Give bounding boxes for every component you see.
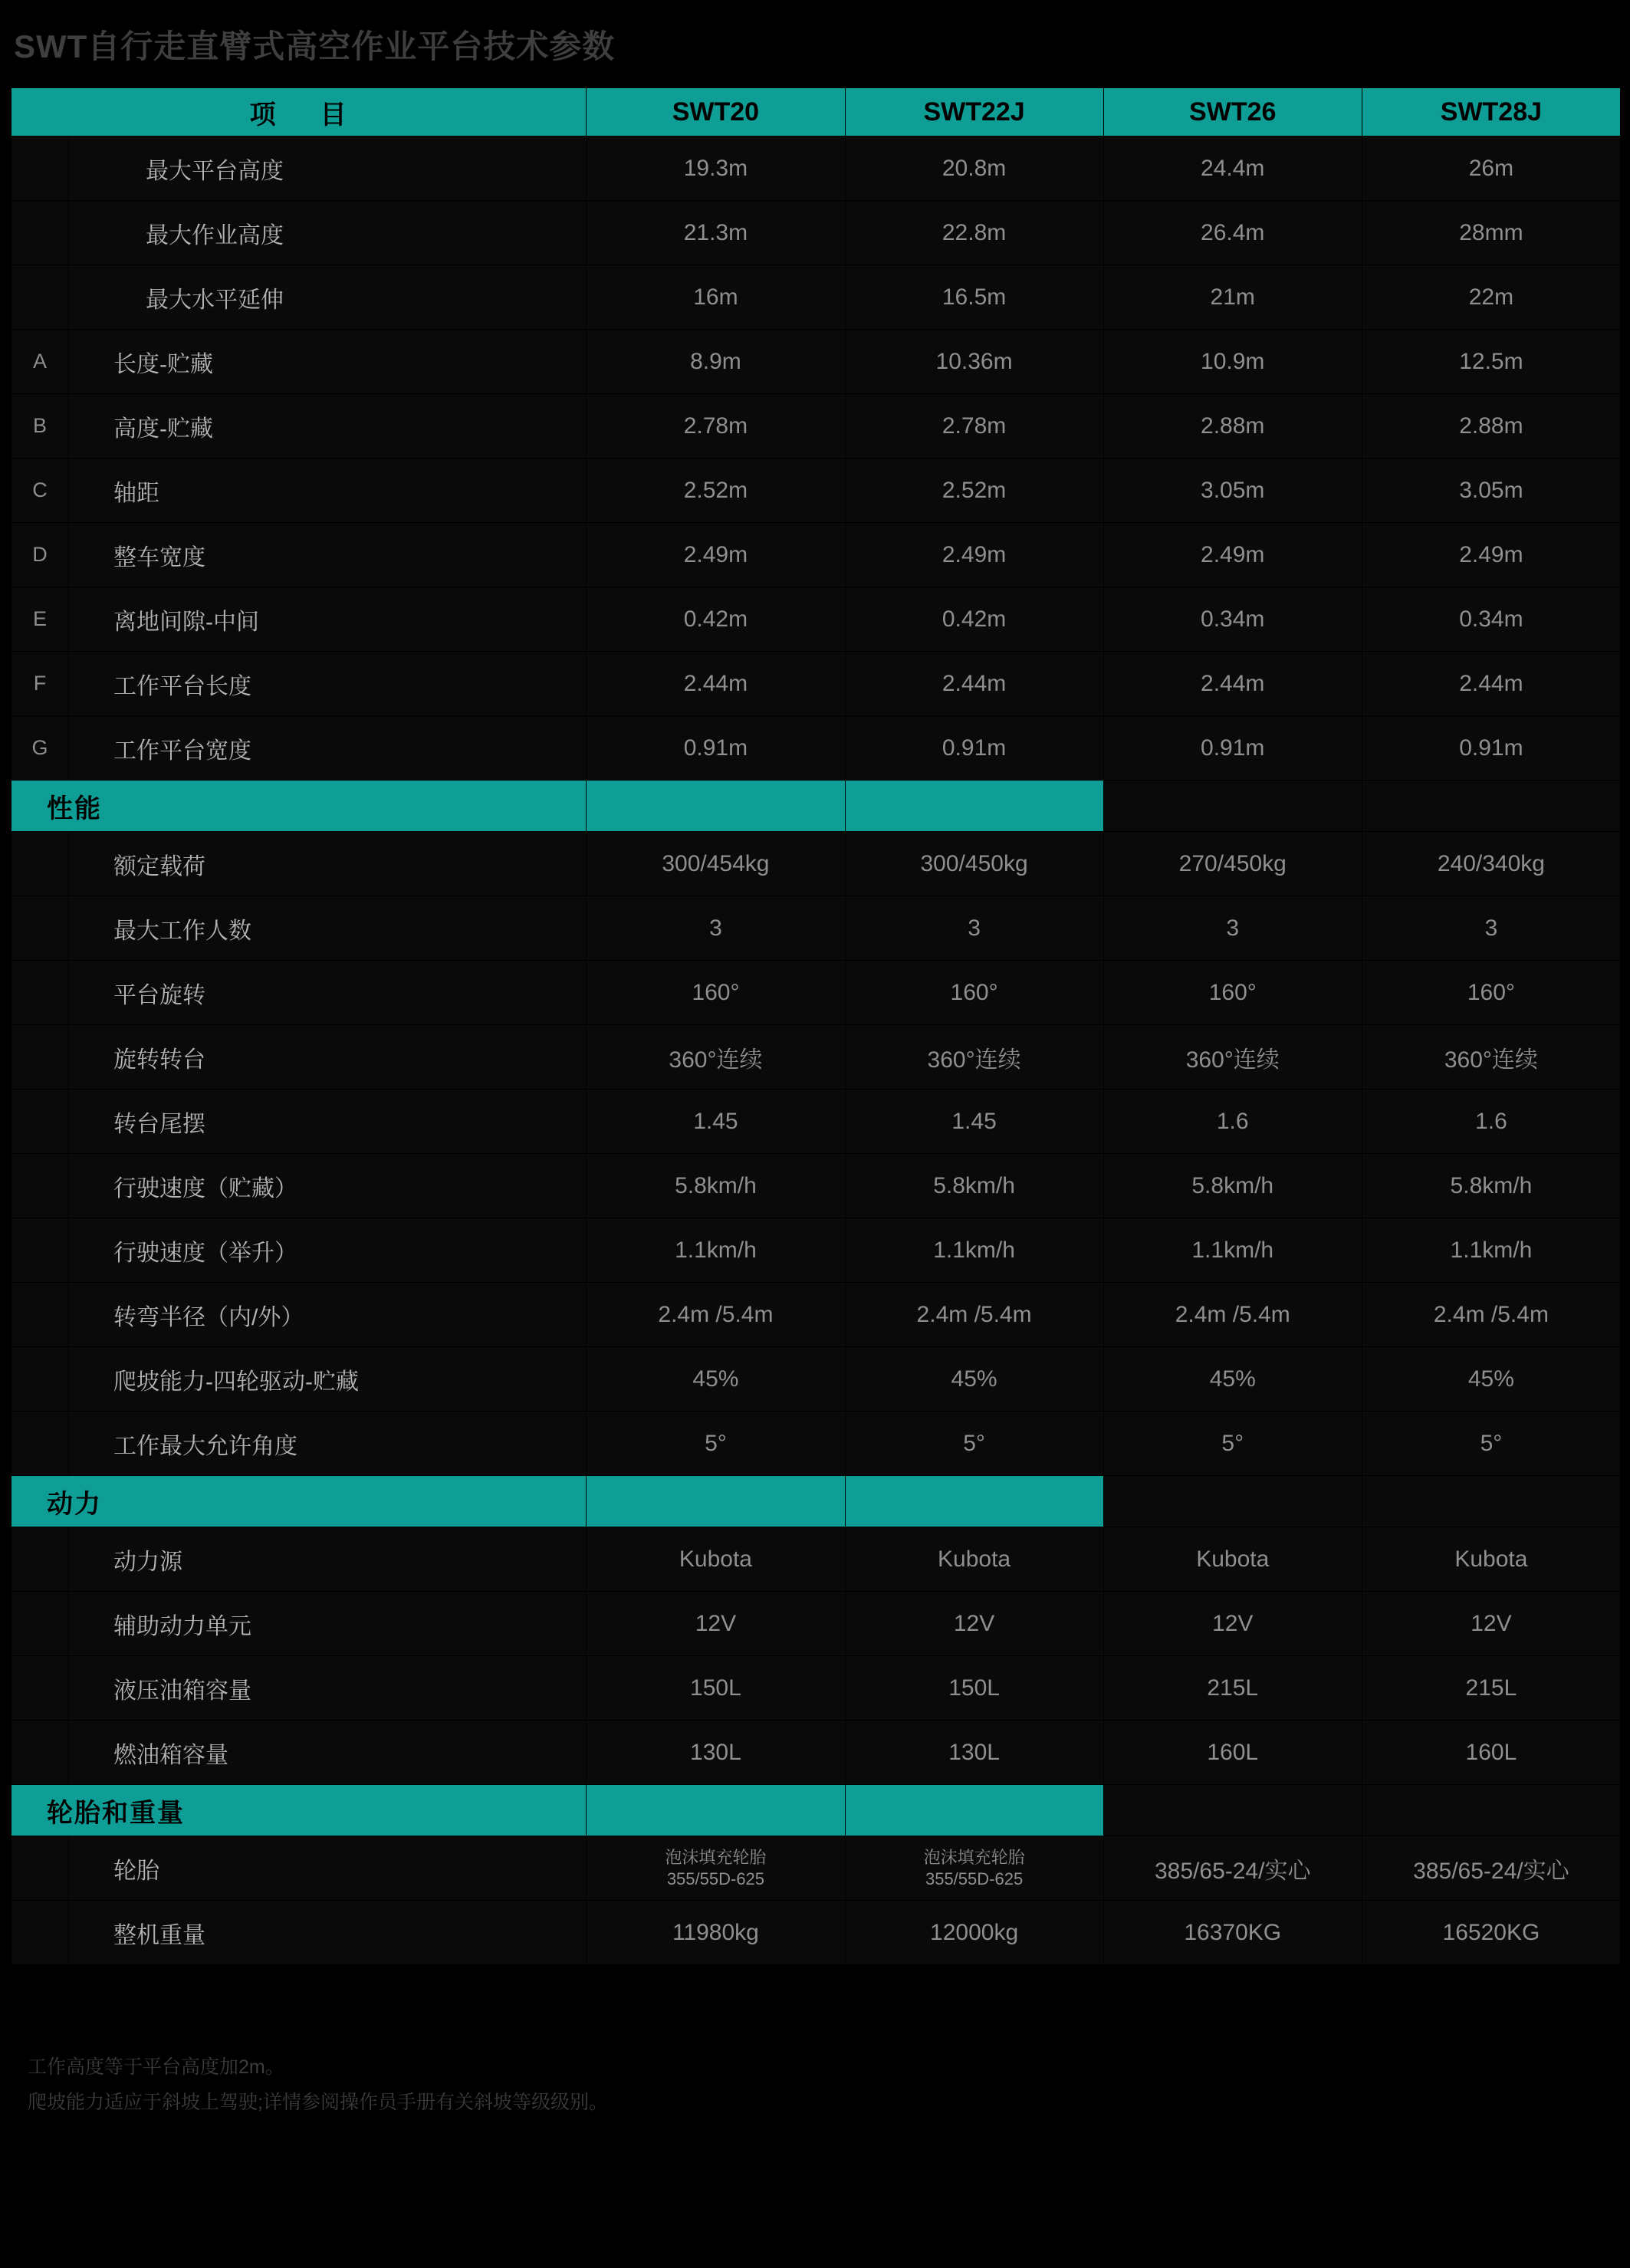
- section-title: 轮胎和重量: [12, 1785, 587, 1836]
- row-value-3: 0.34m: [1103, 587, 1362, 652]
- row-value-2: 0.91m: [845, 716, 1103, 781]
- row-letter: [12, 1901, 69, 1965]
- column-header-item: 项 目: [12, 88, 587, 136]
- section-fill-2: [845, 781, 1103, 832]
- row-value-3: 10.9m: [1103, 330, 1362, 394]
- row-value-3: 3: [1103, 896, 1362, 961]
- column-header-model-2: SWT22J: [845, 88, 1103, 136]
- row-value-3: 2.44m: [1103, 652, 1362, 716]
- row-letter: [12, 1218, 69, 1283]
- row-letter: C: [12, 459, 69, 523]
- table-row: [12, 330, 1621, 394]
- row-value-3: 360°连续: [1103, 1025, 1362, 1090]
- table-row: [12, 961, 1621, 1025]
- row-value-1: 0.91m: [587, 716, 845, 781]
- section-fill-3: [1103, 1785, 1362, 1836]
- footnotes: [28, 2049, 1630, 2151]
- row-value-4: 385/65-24/实心: [1362, 1836, 1620, 1901]
- row-value-2: 2.49m: [845, 523, 1103, 587]
- row-value-4: 215L: [1362, 1656, 1620, 1721]
- row-value-4: 240/340kg: [1362, 832, 1620, 896]
- table-row: [12, 394, 1621, 459]
- row-value-2: 1.1km/h: [845, 1218, 1103, 1283]
- table-row: [12, 1527, 1621, 1592]
- row-letter: F: [12, 652, 69, 716]
- row-value-4: 2.49m: [1362, 523, 1620, 587]
- section-fill-2: [845, 1785, 1103, 1836]
- row-value-3: 215L: [1103, 1656, 1362, 1721]
- row-value-4: 5.8km/h: [1362, 1154, 1620, 1218]
- row-value-3: 0.91m: [1103, 716, 1362, 781]
- row-item-label: 整机重量: [69, 1901, 587, 1965]
- row-item-label: 整车宽度: [69, 523, 587, 587]
- row-item-label: 辅助动力单元: [69, 1592, 587, 1656]
- table-row: [12, 136, 1621, 201]
- row-value-1: 160°: [587, 961, 845, 1025]
- row-item-label: 工作最大允许角度: [69, 1412, 587, 1476]
- section-fill-1: [587, 1785, 845, 1836]
- table-row: [12, 1025, 1621, 1090]
- row-value-4: 160°: [1362, 961, 1620, 1025]
- row-value-3: Kubota: [1103, 1527, 1362, 1592]
- row-item-label: 高度-贮藏: [69, 394, 587, 459]
- row-value-4: 360°连续: [1362, 1025, 1620, 1090]
- row-value-4: 45%: [1362, 1347, 1620, 1412]
- row-item-label: 额定载荷: [69, 832, 587, 896]
- section-fill-4: [1362, 1476, 1620, 1527]
- row-value-4: 26m: [1362, 136, 1620, 201]
- table-row: [12, 1836, 1621, 1901]
- section-fill-4: [1362, 1785, 1620, 1836]
- row-value-4: 5°: [1362, 1412, 1620, 1476]
- row-value-3: 160L: [1103, 1721, 1362, 1785]
- row-value-1: 2.78m: [587, 394, 845, 459]
- row-value-4: Kubota: [1362, 1527, 1620, 1592]
- row-value-4: 0.91m: [1362, 716, 1620, 781]
- row-item-label: 最大水平延伸: [69, 265, 587, 330]
- row-letter: E: [12, 587, 69, 652]
- table-row: [12, 1901, 1621, 1965]
- row-value-4: 12V: [1362, 1592, 1620, 1656]
- row-value-1: 0.42m: [587, 587, 845, 652]
- row-letter: [12, 896, 69, 961]
- section-fill-2: [845, 1476, 1103, 1527]
- row-value-3: 1.6: [1103, 1090, 1362, 1154]
- row-value-2: 2.52m: [845, 459, 1103, 523]
- row-value-1: 45%: [587, 1347, 845, 1412]
- table-body: [12, 136, 1621, 1965]
- row-value-1: 泡沫填充轮胎 355/55D-625: [587, 1836, 845, 1901]
- row-item-label: 最大平台高度: [69, 136, 587, 201]
- row-value-3: 5.8km/h: [1103, 1154, 1362, 1218]
- row-value-4: 1.6: [1362, 1090, 1620, 1154]
- row-item-label: 最大作业高度: [69, 201, 587, 265]
- row-value-4: 2.88m: [1362, 394, 1620, 459]
- table-row: [12, 1412, 1621, 1476]
- row-value-2: 160°: [845, 961, 1103, 1025]
- row-value-1: 19.3m: [587, 136, 845, 201]
- row-value-2: Kubota: [845, 1527, 1103, 1592]
- row-value-4: 3: [1362, 896, 1620, 961]
- row-letter: [12, 1721, 69, 1785]
- row-value-4: 160L: [1362, 1721, 1620, 1785]
- table-row: [12, 459, 1621, 523]
- row-value-2: 3: [845, 896, 1103, 961]
- section-title: 性能: [12, 781, 587, 832]
- column-header-model-1: SWT20: [587, 88, 845, 136]
- row-value-3: 21m: [1103, 265, 1362, 330]
- page-title: SWT自行走直臂式高空作业平台技术参数: [14, 28, 616, 64]
- row-value-2: 0.42m: [845, 587, 1103, 652]
- table-row: [12, 523, 1621, 587]
- row-value-2: 130L: [845, 1721, 1103, 1785]
- row-value-3: 3.05m: [1103, 459, 1362, 523]
- row-value-1: 21.3m: [587, 201, 845, 265]
- row-item-label: 最大工作人数: [69, 896, 587, 961]
- row-item-label: 爬坡能力-四轮驱动-贮藏: [69, 1347, 587, 1412]
- row-value-1: 130L: [587, 1721, 845, 1785]
- row-letter: D: [12, 523, 69, 587]
- row-letter: [12, 265, 69, 330]
- table-header-row: [12, 88, 1621, 136]
- row-value-2: 150L: [845, 1656, 1103, 1721]
- row-value-3: 5°: [1103, 1412, 1362, 1476]
- row-letter: A: [12, 330, 69, 394]
- row-value-2: 5.8km/h: [845, 1154, 1103, 1218]
- table-row: [12, 1347, 1621, 1412]
- row-value-3: 2.4m /5.4m: [1103, 1283, 1362, 1347]
- row-value-4: 16520KG: [1362, 1901, 1620, 1965]
- row-letter: [12, 1836, 69, 1901]
- row-value-1: 300/454kg: [587, 832, 845, 896]
- row-value-2: 2.4m /5.4m: [845, 1283, 1103, 1347]
- table-header: [12, 88, 1621, 136]
- row-value-2: 45%: [845, 1347, 1103, 1412]
- table-row: [12, 1154, 1621, 1218]
- table-row: [12, 1721, 1621, 1785]
- row-value-4: 28mm: [1362, 201, 1620, 265]
- column-header-model-4: SWT28J: [1362, 88, 1620, 136]
- table-row: [12, 1218, 1621, 1283]
- row-letter: [12, 1090, 69, 1154]
- row-value-1: 2.44m: [587, 652, 845, 716]
- row-value-4: 0.34m: [1362, 587, 1620, 652]
- row-value-1: 12V: [587, 1592, 845, 1656]
- row-item-label: 液压油箱容量: [69, 1656, 587, 1721]
- row-letter: G: [12, 716, 69, 781]
- table-row: [12, 896, 1621, 961]
- table-row: [12, 1592, 1621, 1656]
- table-row: [12, 652, 1621, 716]
- row-value-4: 12.5m: [1362, 330, 1620, 394]
- row-value-2: 20.8m: [845, 136, 1103, 201]
- row-value-1: 5°: [587, 1412, 845, 1476]
- row-value-4: 2.44m: [1362, 652, 1620, 716]
- table-row: [12, 201, 1621, 265]
- row-letter: [12, 1283, 69, 1347]
- row-letter: [12, 1592, 69, 1656]
- row-value-1: 3: [587, 896, 845, 961]
- section-fill-3: [1103, 781, 1362, 832]
- row-value-1: 150L: [587, 1656, 845, 1721]
- section-header-row: [12, 1476, 1621, 1527]
- row-value-2: 300/450kg: [845, 832, 1103, 896]
- row-value-1: 1.1km/h: [587, 1218, 845, 1283]
- row-item-label: 转台尾摆: [69, 1090, 587, 1154]
- row-value-1: 11980kg: [587, 1901, 845, 1965]
- row-letter: [12, 1656, 69, 1721]
- row-value-2: 16.5m: [845, 265, 1103, 330]
- row-letter: [12, 136, 69, 201]
- row-item-label: 燃油箱容量: [69, 1721, 587, 1785]
- row-item-label: 轴距: [69, 459, 587, 523]
- row-value-4: 3.05m: [1362, 459, 1620, 523]
- row-item-label: 行驶速度（贮藏）: [69, 1154, 587, 1218]
- row-value-4: 2.4m /5.4m: [1362, 1283, 1620, 1347]
- row-item-label: 旋转转台: [69, 1025, 587, 1090]
- row-value-3: 45%: [1103, 1347, 1362, 1412]
- row-value-3: 2.49m: [1103, 523, 1362, 587]
- row-value-2: 12V: [845, 1592, 1103, 1656]
- table-row: [12, 1283, 1621, 1347]
- row-value-3: 26.4m: [1103, 201, 1362, 265]
- section-header-row: [12, 1785, 1621, 1836]
- row-value-1: 2.49m: [587, 523, 845, 587]
- row-item-label: 行驶速度（举升）: [69, 1218, 587, 1283]
- row-letter: B: [12, 394, 69, 459]
- row-item-label: 转弯半径（内/外）: [69, 1283, 587, 1347]
- row-letter: [12, 832, 69, 896]
- row-value-3: 16370KG: [1103, 1901, 1362, 1965]
- table-row: [12, 587, 1621, 652]
- row-letter: [12, 1025, 69, 1090]
- row-value-1: 2.4m /5.4m: [587, 1283, 845, 1347]
- row-value-1: 5.8km/h: [587, 1154, 845, 1218]
- row-value-2: 22.8m: [845, 201, 1103, 265]
- row-item-label: 工作平台长度: [69, 652, 587, 716]
- section-header-row: [12, 781, 1621, 832]
- section-fill-4: [1362, 781, 1620, 832]
- section-title: 动力: [12, 1476, 587, 1527]
- table-row: [12, 1656, 1621, 1721]
- row-value-3: 1.1km/h: [1103, 1218, 1362, 1283]
- row-value-1: 360°连续: [587, 1025, 845, 1090]
- row-value-1: 1.45: [587, 1090, 845, 1154]
- row-value-4: 1.1km/h: [1362, 1218, 1620, 1283]
- row-value-2: 泡沫填充轮胎 355/55D-625: [845, 1836, 1103, 1901]
- row-value-2: 360°连续: [845, 1025, 1103, 1090]
- row-letter: [12, 1347, 69, 1412]
- row-letter: [12, 961, 69, 1025]
- row-item-label: 离地间隙-中间: [69, 587, 587, 652]
- row-value-3: 385/65-24/实心: [1103, 1836, 1362, 1901]
- footnote-1: 工作高度等于平台高度加2m。: [28, 2056, 284, 2079]
- table-row: [12, 832, 1621, 896]
- row-value-1: 8.9m: [587, 330, 845, 394]
- row-value-3: 24.4m: [1103, 136, 1362, 201]
- row-letter: [12, 1412, 69, 1476]
- row-letter: [12, 201, 69, 265]
- row-value-2: 2.78m: [845, 394, 1103, 459]
- row-value-4: 22m: [1362, 265, 1620, 330]
- footnote-2: 爬坡能力适应于斜坡上驾驶;详情参阅操作员手册有关斜坡等级级别。: [28, 2092, 608, 2114]
- row-item-label: 平台旋转: [69, 961, 587, 1025]
- row-value-1: 2.52m: [587, 459, 845, 523]
- table-row: [12, 265, 1621, 330]
- row-value-2: 12000kg: [845, 1901, 1103, 1965]
- section-fill-1: [587, 1476, 845, 1527]
- section-fill-3: [1103, 1476, 1362, 1527]
- row-letter: [12, 1154, 69, 1218]
- row-value-3: 12V: [1103, 1592, 1362, 1656]
- row-value-3: 2.88m: [1103, 394, 1362, 459]
- table-row: [12, 716, 1621, 781]
- row-item-label: 工作平台宽度: [69, 716, 587, 781]
- specifications-table: [11, 87, 1621, 1965]
- row-value-2: 5°: [845, 1412, 1103, 1476]
- row-value-3: 160°: [1103, 961, 1362, 1025]
- row-value-2: 10.36m: [845, 330, 1103, 394]
- column-header-model-3: SWT26: [1103, 88, 1362, 136]
- table-row: [12, 1090, 1621, 1154]
- row-value-2: 2.44m: [845, 652, 1103, 716]
- section-fill-1: [587, 781, 845, 832]
- row-item-label: 轮胎: [69, 1836, 587, 1901]
- row-value-2: 1.45: [845, 1090, 1103, 1154]
- row-letter: [12, 1527, 69, 1592]
- row-value-3: 270/450kg: [1103, 832, 1362, 896]
- row-item-label: 长度-贮藏: [69, 330, 587, 394]
- row-value-1: Kubota: [587, 1527, 845, 1592]
- row-value-1: 16m: [587, 265, 845, 330]
- row-item-label: 动力源: [69, 1527, 587, 1592]
